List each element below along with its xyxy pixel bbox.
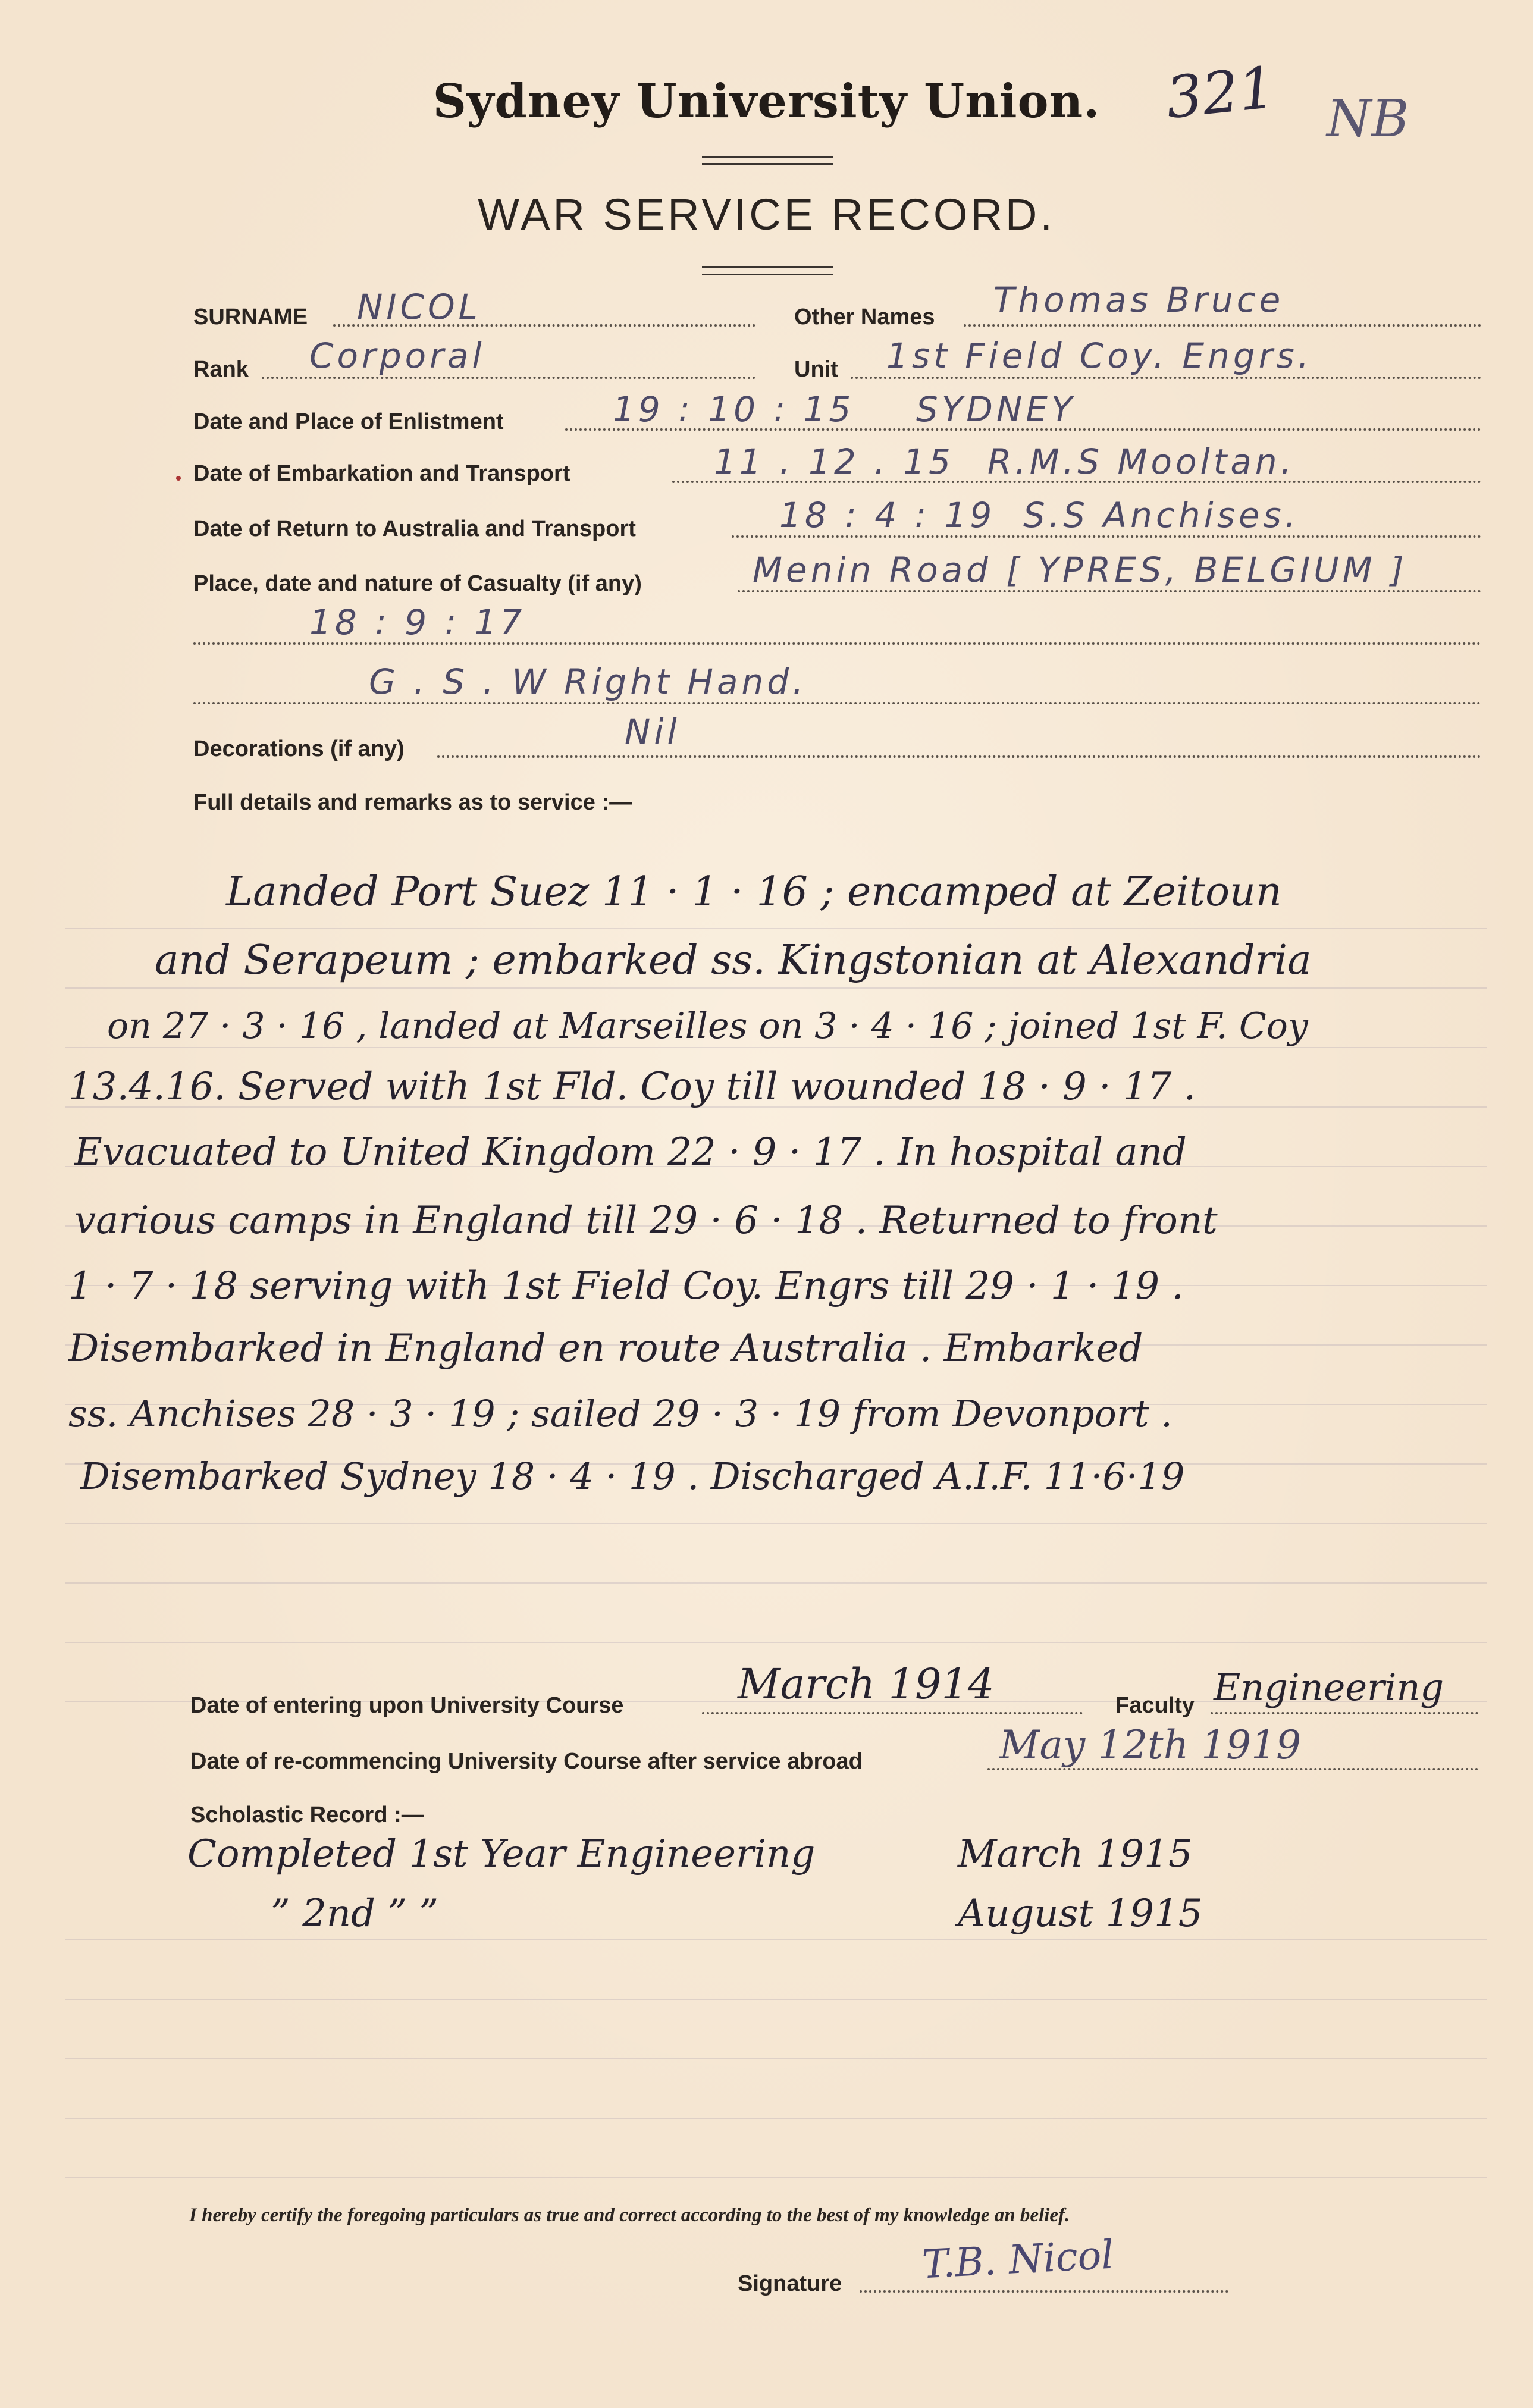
decorations-dotted-line: [437, 755, 1481, 758]
other-names-label: Other Names: [794, 305, 935, 330]
surname-value: NICOL: [357, 287, 481, 327]
remarks-line-9: ss. Anchises 28 · 3 · 19 ; sailed 29 · 3 · 19 from Devonport .: [68, 1392, 1173, 1435]
header-rule-bottom-2: [702, 274, 833, 275]
ruled-line: [65, 1582, 1487, 1584]
initials-mark: NB: [1327, 89, 1409, 149]
casualty-label: Place, date and nature of Casualty (if any): [193, 571, 642, 596]
other-names-value: Thomas Bruce: [993, 280, 1284, 320]
enlistment-date: 19 : 10 : 15: [613, 389, 855, 429]
scholastic-line-2-item: ” 2nd ” ”: [271, 1892, 439, 1936]
remarks-line-7: 1 · 7 · 18 serving with 1st Field Coy. Engrs till 29 · 1 · 19 .: [68, 1264, 1184, 1308]
rank-dotted-line: [262, 377, 755, 379]
remarks-line-10: Disembarked Sydney 18 · 4 · 19 . Discharged A.I.F. 11·6·19: [80, 1454, 1185, 1498]
ruled-line: [65, 2058, 1487, 2059]
ruled-line: [65, 1999, 1487, 2000]
unit-value: 1st Field Coy. Engrs.: [886, 336, 1313, 376]
rank-value: Corporal: [309, 336, 485, 376]
casualty-place: Menin Road [ YPRES, BELGIUM ]: [753, 550, 1407, 590]
decorations-label: Decorations (if any): [193, 736, 405, 761]
remarks-line-2: and Serapeum ; embarked ss. Kingstonian at Alexandria: [155, 937, 1312, 984]
enlistment-label: Date and Place of Enlistment: [193, 409, 504, 434]
surname-label: SURNAME: [193, 305, 308, 330]
scholastic-record-label: Scholastic Record :—: [190, 1802, 424, 1827]
casualty-dotted-line-2: [193, 642, 1481, 645]
entering-course-value: March 1914: [738, 1660, 995, 1708]
casualty-dotted-line-1: [738, 590, 1481, 592]
other-names-dotted-line: [964, 324, 1481, 327]
embarkation-transport: R.M.S Mooltan.: [987, 441, 1296, 482]
remarks-line-3: on 27 · 3 · 16 , landed at Marseilles on 3 · 4 · 16 ; joined 1st F. Coy: [107, 1005, 1308, 1047]
ruled-line: [65, 1939, 1487, 1940]
return-dotted-line: [732, 535, 1481, 538]
faculty-value: Engineering: [1214, 1666, 1444, 1709]
unit-label: Unit: [794, 357, 838, 382]
unit-dotted-line: [851, 377, 1481, 379]
header-rule-top-2: [702, 163, 833, 165]
ruled-line: [65, 1523, 1487, 1524]
faculty-label: Faculty: [1115, 1693, 1195, 1718]
return-transport: S.S Anchises.: [1023, 495, 1300, 535]
casualty-nature: G . S . W Right Hand.: [369, 661, 807, 702]
enlistment-place: SYDNEY: [916, 389, 1076, 429]
rank-label: Rank: [193, 357, 249, 382]
union-name: Sydney University Union.: [432, 74, 1101, 128]
return-date: 18 : 4 : 19: [779, 495, 996, 535]
ruled-line: [65, 1642, 1487, 1643]
scholastic-line-2-date: August 1915: [958, 1892, 1203, 1936]
ruled-line: [65, 2177, 1487, 2178]
remarks-line-5: Evacuated to United Kingdom 22 · 9 · 17 . In hospital and: [74, 1130, 1187, 1174]
scholastic-line-1-date: March 1915: [958, 1832, 1193, 1876]
signature-value: T.B. Nicol: [921, 2231, 1115, 2288]
ruled-line: [65, 987, 1487, 989]
form-title: WAR SERVICE RECORD.: [478, 190, 1055, 239]
remarks-label: Full details and remarks as to service :—: [193, 790, 632, 815]
record-number: 321: [1162, 54, 1278, 132]
margin-mark: [176, 476, 181, 481]
header-rule-bottom: [702, 266, 833, 268]
casualty-dotted-line-3: [193, 702, 1481, 704]
ruled-line: [65, 928, 1487, 929]
entering-course-label: Date of entering upon University Course: [190, 1693, 624, 1718]
return-label: Date of Return to Australia and Transport: [193, 516, 636, 541]
remarks-line-1: Landed Port Suez 11 · 1 · 16 ; encamped at Zeitoun: [226, 868, 1282, 915]
ruled-line: [65, 2118, 1487, 2119]
recommencing-course-value: May 12th 1919: [999, 1722, 1302, 1768]
remarks-line-4: 13.4.16. Served with 1st Fld. Coy till wounded 18 · 9 · 17 .: [68, 1065, 1196, 1109]
header-rule-top: [702, 156, 833, 158]
signature-label: Signature: [738, 2271, 842, 2296]
faculty-dotted-line: [1211, 1712, 1478, 1714]
entering-course-dotted-line: [702, 1712, 1083, 1714]
remarks-line-8: Disembarked in England en route Australia . Embarked: [68, 1327, 1143, 1371]
casualty-date: 18 : 9 : 17: [309, 602, 526, 642]
ruled-line: [65, 1047, 1487, 1048]
recommencing-course-dotted-line: [987, 1768, 1478, 1770]
signature-dotted-line: [860, 2290, 1228, 2293]
scholastic-line-1-item: Completed 1st Year Engineering: [187, 1832, 816, 1876]
recommencing-course-label: Date of re-commencing University Course after service abroad: [190, 1749, 863, 1774]
embarkation-label: Date of Embarkation and Transport: [193, 461, 570, 486]
remarks-line-6: various camps in England till 29 · 6 · 18 . Returned to front: [74, 1199, 1218, 1243]
certification-statement: I hereby certify the foregoing particulars as true and correct according to the best of my knowledge an belief.: [189, 2205, 1070, 2226]
decorations-value: Nil: [625, 711, 681, 752]
embarkation-date: 11 . 12 . 15: [714, 441, 955, 482]
